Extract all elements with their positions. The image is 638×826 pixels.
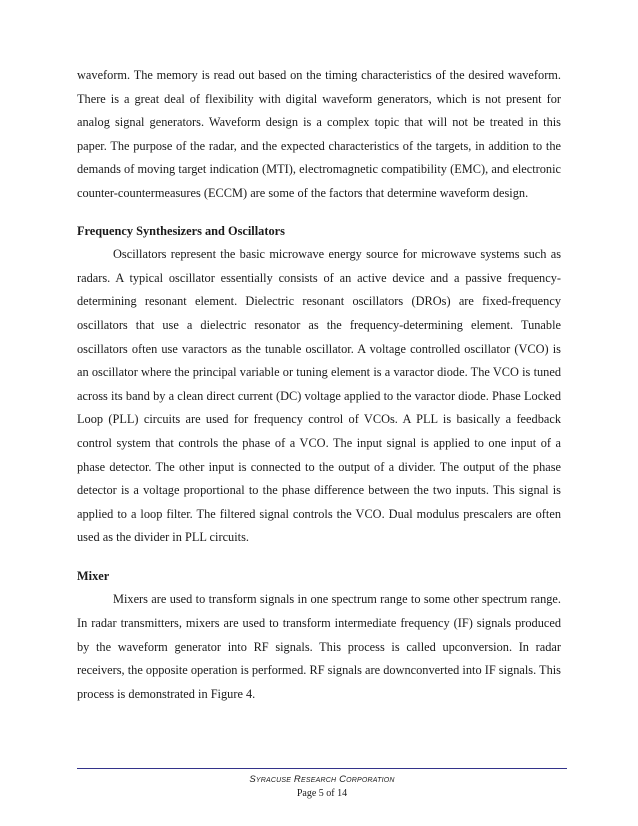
intro-paragraph: waveform. The memory is read out based on the timing characteristics of the desired waveform. There is a great deal of flexibility with digital waveform generators, which is not present for analog signal generators. Waveform design is a complex topic that will not be treated in this paper. The purpose of the radar, and the expected characteristics of the targets, in addition to the demands of moving target indication (MTI), electromagnetic compatibility (EMC), and electronic counter-countermeasures (ECCM) are some of the factors that determine waveform design. xyxy=(77,68,561,200)
section-heading-mixer: Mixer xyxy=(77,568,110,583)
section-body-mixer: Mixers are used to transform signals in one spectrum range to some other spectrum range. In radar transmitters, mixers are used to transform intermediate frequency (IF) signals produced by the waveform generator into RF signals. This process is called upconversion. In radar receivers, the opposite operation is performed. RF signals are downconverted into IF signals. This process is demonstrated in Figure 4. xyxy=(77,592,561,701)
footer-organization: Syracuse Research Corporation xyxy=(249,774,395,785)
section-heading-frequency-synthesizers: Frequency Synthesizers and Oscillators xyxy=(77,223,285,238)
spacer xyxy=(77,206,561,220)
spacer xyxy=(77,550,561,565)
footer-divider xyxy=(77,768,567,769)
section-body-frequency-synthesizers: Oscillators represent the basic microwave energy source for microwave systems such as radars. A typical oscillator essentially consists of an active device and a passive frequency-determining resonant element. Dielectric resonant oscillators (DROs) are fixed-frequency oscillators that use a dielectric resonator as the frequency-determining element. Tunable oscillators often use varactors as the tunable oscillator. A voltage controlled oscillator (VCO) is an oscillator where the principal variable or tuning element is a varactor diode. The VCO is tuned across its band by a clean direct current (DC) voltage applied to the varactor diode. Phase Locked Loop (PLL) circuits are used for frequency control of VCOs. A PLL is basically a feedback control system that controls the phase of a VCO. The input signal is applied to one input of a phase detector. The other input is connected to the output of a divider. The output of the phase detector is a voltage proportional to the phase difference between the two inputs. This signal is applied to a loop filter. The filtered signal controls the VCO. Dual modulus prescalers are often used as the divider in PLL circuits. xyxy=(77,247,561,545)
document-body xyxy=(77,64,561,706)
page-number: Page 5 of 14 xyxy=(296,788,348,799)
